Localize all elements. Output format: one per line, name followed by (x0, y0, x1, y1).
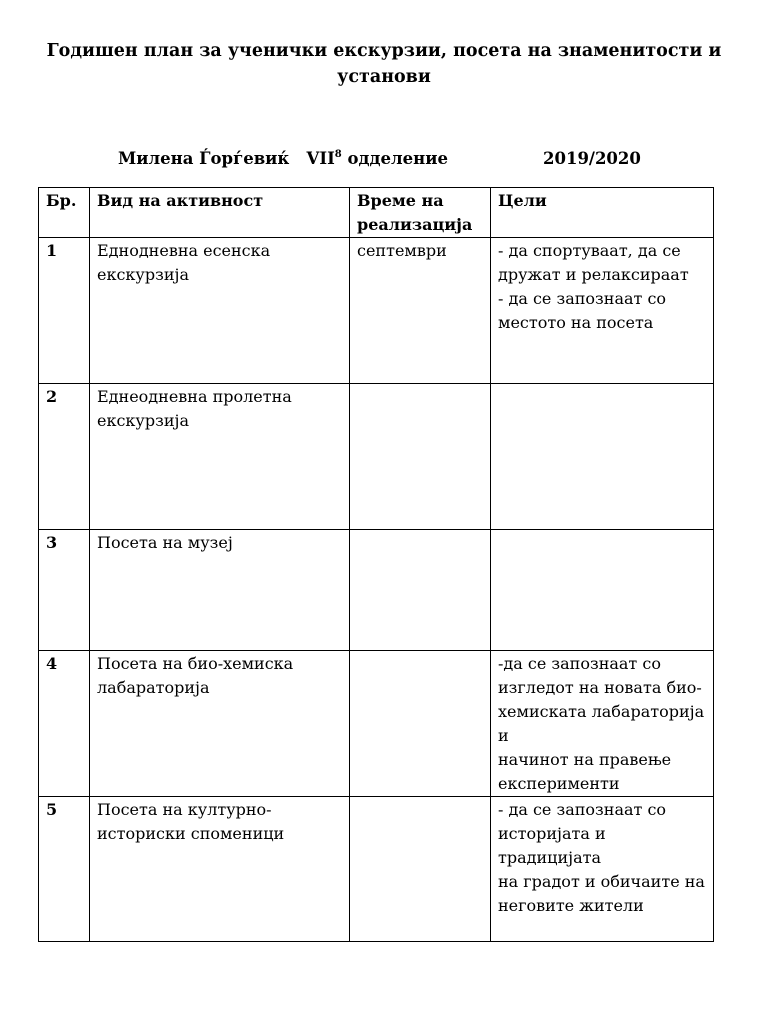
goal-line: хемиската лабараторија и (498, 702, 705, 745)
header-activity: Вид на активност (90, 188, 350, 238)
activity-line: Посета на културно- (97, 800, 272, 819)
title-line-2: установи (337, 67, 431, 87)
header-time (350, 188, 491, 238)
row-goals (491, 530, 714, 651)
row-activity (90, 797, 350, 942)
grade-roman: VII (306, 149, 335, 168)
header-time-line-2: реализација (357, 215, 473, 234)
row-goals (491, 384, 714, 530)
activity-line: Еднеодневна пролетна (97, 387, 292, 406)
goal-line: - да се запознаат со (498, 800, 667, 819)
author-name: Милена Ѓорѓевиќ (118, 149, 290, 168)
table-row (39, 651, 714, 797)
header-number: Бр. (39, 188, 90, 238)
author-and-grade (118, 147, 448, 171)
goal-line: начинот на правење (498, 750, 672, 769)
header-time-line-1: Време на (357, 191, 444, 210)
goal-line: - да се запознаат со (498, 289, 667, 308)
header-goals: Цели (491, 188, 714, 238)
table-row (39, 530, 714, 651)
row-goals (491, 797, 714, 942)
table-row (39, 797, 714, 942)
document-subtitle (0, 147, 768, 171)
activity-line: Посета на музеј (97, 533, 233, 552)
goal-line: - да спортуваат, да се (498, 241, 681, 260)
table-row (39, 238, 714, 384)
row-activity (90, 384, 350, 530)
row-time (350, 797, 491, 942)
goal-line: на градот и обичаите на (498, 872, 705, 891)
goal-line: експерименти (498, 774, 620, 793)
document-title (40, 38, 728, 90)
row-goals (491, 238, 714, 384)
activity-line: Еднодневна есенска (97, 241, 271, 260)
goal-line: -да се запознаат со (498, 654, 661, 673)
activity-line: екскурзија (97, 411, 189, 430)
goal-line: неговите жители (498, 896, 644, 915)
row-activity (90, 651, 350, 797)
row-time (350, 651, 491, 797)
goal-line: местото на посета (498, 313, 654, 332)
goal-line: изгледот на новата био- (498, 678, 702, 697)
row-time (350, 530, 491, 651)
row-activity (90, 238, 350, 384)
activity-line: Посета на био-хемиска (97, 654, 294, 673)
row-activity (90, 530, 350, 651)
grade-word: одделение (347, 149, 448, 168)
row-number: 3 (39, 530, 90, 651)
row-time: септември (350, 238, 491, 384)
table-header-row (39, 188, 714, 238)
row-goals (491, 651, 714, 797)
title-line-1: Годишен план за ученички екскурзии, посета на знаменитости и (46, 41, 722, 61)
activity-line: историски споменици (97, 824, 285, 843)
excursion-plan-table (38, 187, 714, 942)
row-number: 5 (39, 797, 90, 942)
activity-line: екскурзија (97, 265, 189, 284)
row-time (350, 384, 491, 530)
row-number: 4 (39, 651, 90, 797)
goal-line: дружат и релаксираат (498, 265, 689, 284)
goal-line: историјата и традицијата (498, 824, 606, 867)
grade-superscript: 8 (334, 149, 342, 160)
activity-line: лабараторија (97, 678, 210, 697)
row-number: 1 (39, 238, 90, 384)
table-row (39, 384, 714, 530)
school-year: 2019/2020 (543, 149, 641, 168)
row-number: 2 (39, 384, 90, 530)
